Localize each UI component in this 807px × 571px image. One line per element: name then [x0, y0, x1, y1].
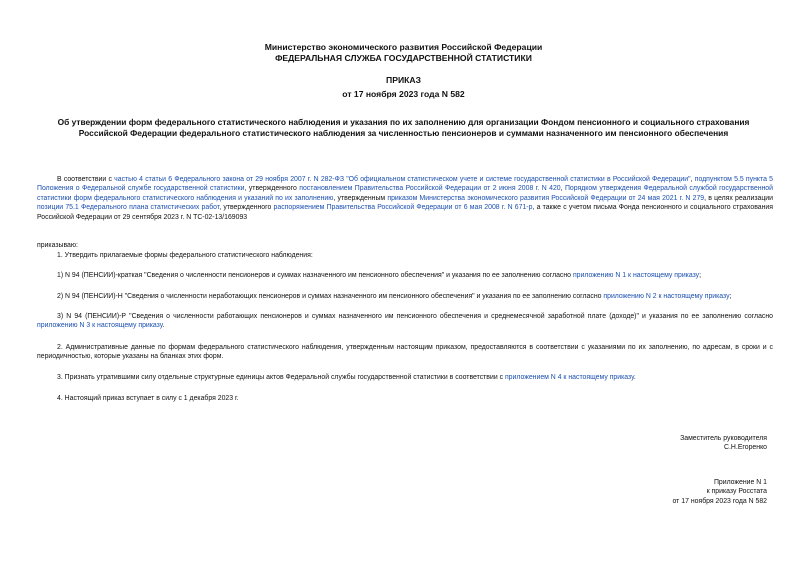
- signer-position: Заместитель руководителя: [680, 435, 767, 442]
- subitem-text: 2) N 94 (ПЕНСИИ)-Н "Сведения о численности неработающих пенсионеров и суммах назначенного им пенсионного обеспечения" и указания по ее заполнению согласно: [57, 293, 604, 300]
- appendix-date: от 17 ноября 2023 года N 582: [672, 497, 767, 505]
- subitem-text: 1) N 94 (ПЕНСИИ)-краткая "Сведения о численности пенсионеров и суммах назначенного им пенсионного обеспечения" и указания по ее заполнению согласно: [57, 272, 573, 279]
- subitem-end: ;: [699, 272, 702, 279]
- subitem-end: ;: [729, 293, 732, 300]
- signature-block: [680, 434, 767, 453]
- subitem-1: [37, 271, 773, 280]
- appendix-3-link[interactable]: приложению N 3 к настоящему приказу: [37, 322, 163, 330]
- item-text: 3. Признать утратившими силу отдельные структурные единицы актов Федеральной службы государственной статистики в соответствии с: [57, 374, 505, 381]
- subitem-end: .: [162, 322, 165, 330]
- subitem-2: [37, 292, 773, 301]
- appendix-1-link[interactable]: приложению N 1 к настоящему приказу: [572, 272, 700, 279]
- item-3: [37, 373, 773, 382]
- item-4: 4. Настоящий приказ вступает в силу с 1 декабря 2023 г.: [57, 395, 239, 402]
- doc-date-number: от 17 ноября 2023 года N 582: [342, 89, 465, 99]
- appendix-2-link[interactable]: приложению N 2 к настоящему приказу: [603, 293, 730, 300]
- preamble-paragraph: [37, 175, 773, 222]
- order-decree-link[interactable]: распоряжением Правительства Российской Федерации от 6 мая 2008 г. N 671-р: [273, 204, 533, 212]
- preamble-text: В соответствии с: [57, 176, 115, 183]
- subitem-text: 3) N 94 (ПЕНСИИ)-Р "Сведения о численности работающих пенсионеров и суммах назначенного им пенсионного обеспечения и среднемесячной заработной плате (доходе)" и указания по ее заполнению согласно: [57, 313, 773, 320]
- regulation-link[interactable]: подпунктом 5.5 пункта 5 Положения о Федеральной службе государственной статистики: [37, 176, 773, 193]
- preamble-text: , а также с учетом письма Фонда пенсионного и социального страхования Российской Федерации от 29 сентября 2023 г. N ТС-02-13/169093: [37, 204, 774, 221]
- item-2: 2. Административные данные по формам федерального статистического наблюдения, утвержденным настоящим приказом, предоставляются в соответствии с указаниями по их заполнению, по адресам, в сроки и с периодичностью, которые указаны на бланках этих форм.: [37, 344, 773, 361]
- service-heading: ФЕДЕРАЛЬНАЯ СЛУЖБА ГОСУДАРСТВЕННОЙ СТАТИСТИКИ: [275, 53, 532, 63]
- resolution-link[interactable]: постановлением Правительства Российской Федерации от 2 июня 2008 г. N 420: [299, 185, 561, 193]
- preamble-text: ,: [560, 185, 565, 193]
- item-1: 1. Утвердить прилагаемые формы федерального статистического наблюдения:: [57, 252, 313, 259]
- signer-name: С.Н.Егоренко: [724, 444, 767, 452]
- ministry-order-link[interactable]: приказом Министерства экономического развития Российской Федерации от 24 мая 2021 г. N 279: [387, 194, 705, 202]
- preamble-text: , утвержденного: [219, 204, 274, 212]
- doc-type-heading: ПРИКАЗ: [386, 75, 421, 85]
- preamble-text: , утвержденным: [333, 194, 388, 202]
- ministry-heading: Министерство экономического развития Российской Федерации: [264, 42, 543, 52]
- document-title: Об утверждении форм федерального статистического наблюдения и указания по их заполнению для организации Фондом пенсионного и социального страхования Российской Федерации федерального статистического наблюдения за численностью пенсионеров и суммами назначенного им пенсионного обеспечения: [57, 117, 750, 139]
- order-word: приказываю:: [37, 242, 78, 249]
- appendix-4-link[interactable]: приложением N 4 к настоящему приказу: [504, 374, 634, 381]
- plan-position-link[interactable]: позиции 75.1 Федерального плана статистических работ: [37, 204, 220, 212]
- appendix-block: [673, 478, 768, 506]
- subitem-3: [37, 312, 773, 331]
- appendix-number: Приложение N 1: [713, 479, 767, 486]
- law-link[interactable]: частью 4 статьи 6 Федерального закона от 29 ноября 2007 г. N 282-ФЗ "Об официальном статистическом учете и системе государственной статистики в Российской Федерации": [114, 176, 691, 183]
- appendix-reference: к приказу Росстата: [706, 488, 767, 496]
- preamble-text: , в целях реализации: [704, 194, 773, 202]
- item-end: .: [633, 374, 636, 381]
- preamble-text: ,: [690, 176, 695, 183]
- procedure-link[interactable]: Порядком утверждения Федеральной службой государственной статистики форм федерального статистического наблюдения и указаний по их заполнению: [37, 185, 773, 202]
- preamble-text: , утвержденного: [244, 185, 300, 193]
